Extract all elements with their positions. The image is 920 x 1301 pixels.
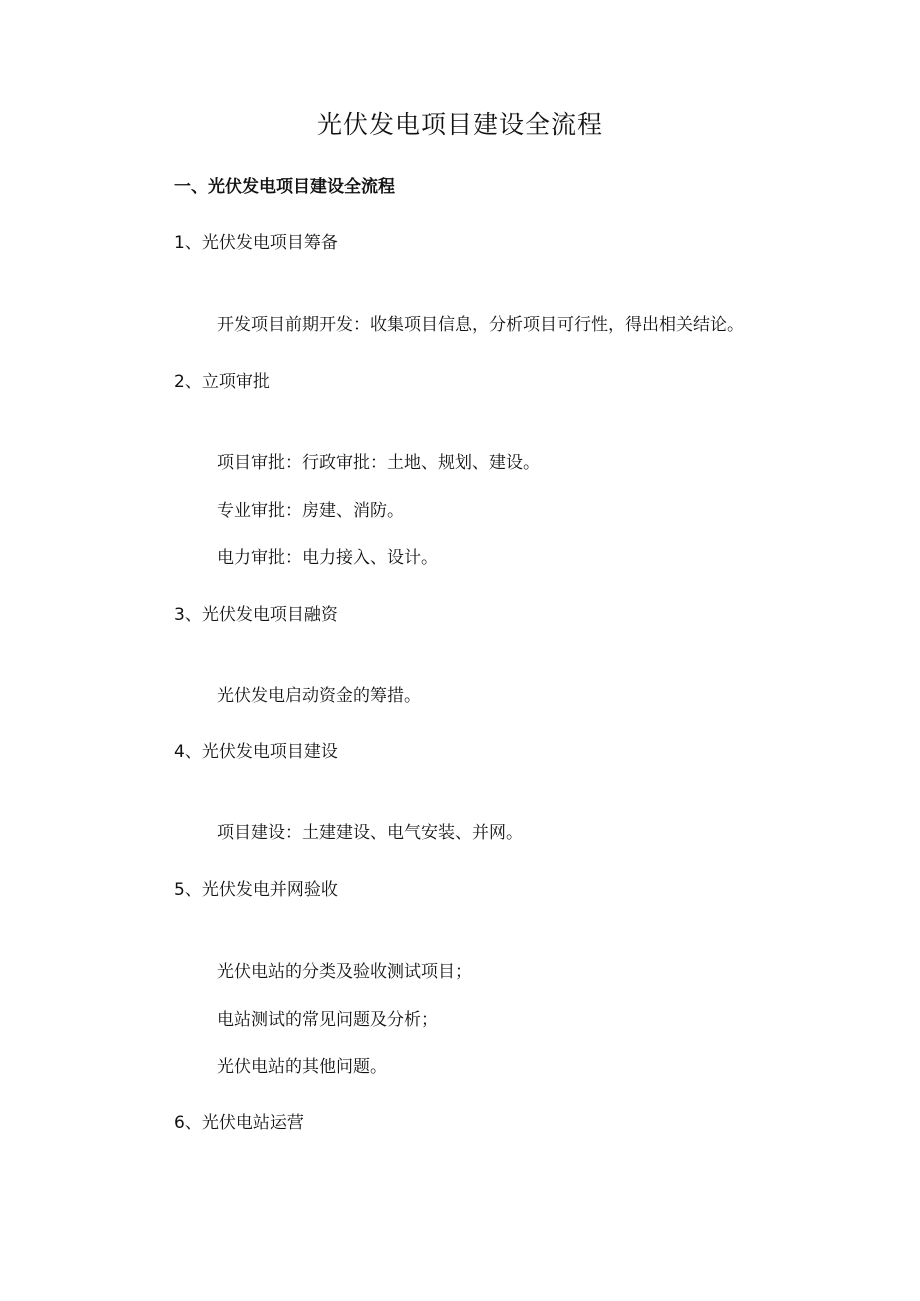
item-detail: 光伏电站的分类及验收测试项目；: [217, 962, 472, 982]
item-detail: 项目建设：土建建设、电气安装、并网。: [217, 823, 523, 843]
item-heading-2: 2、立项审批: [174, 372, 270, 392]
document-title: 光伏发电项目建设全流程: [316, 110, 603, 139]
item-detail: 电力审批：电力接入、设计。: [217, 548, 438, 568]
item-heading-1: 1、光伏发电项目筹备: [174, 233, 338, 253]
item-heading-5: 5、光伏发电并网验收: [174, 880, 338, 900]
item-detail: 专业审批：房建、消防。: [217, 501, 404, 521]
item-heading-4: 4、光伏发电项目建设: [174, 742, 338, 762]
item-detail: 项目审批：行政审批：土地、规划、建设。: [217, 453, 540, 473]
item-heading-3: 3、光伏发电项目融资: [174, 605, 338, 625]
section-heading: 一、光伏发电项目建设全流程: [174, 177, 395, 197]
item-heading-6: 6、光伏电站运营: [174, 1113, 304, 1133]
item-detail: 光伏电站的其他问题。: [217, 1057, 387, 1077]
item-detail: 光伏发电启动资金的筹措。: [217, 686, 421, 706]
item-detail: 电站测试的常见问题及分析；: [217, 1010, 438, 1030]
item-detail: 开发项目前期开发：收集项目信息，分析项目可行性，得出相关结论。: [217, 315, 744, 335]
